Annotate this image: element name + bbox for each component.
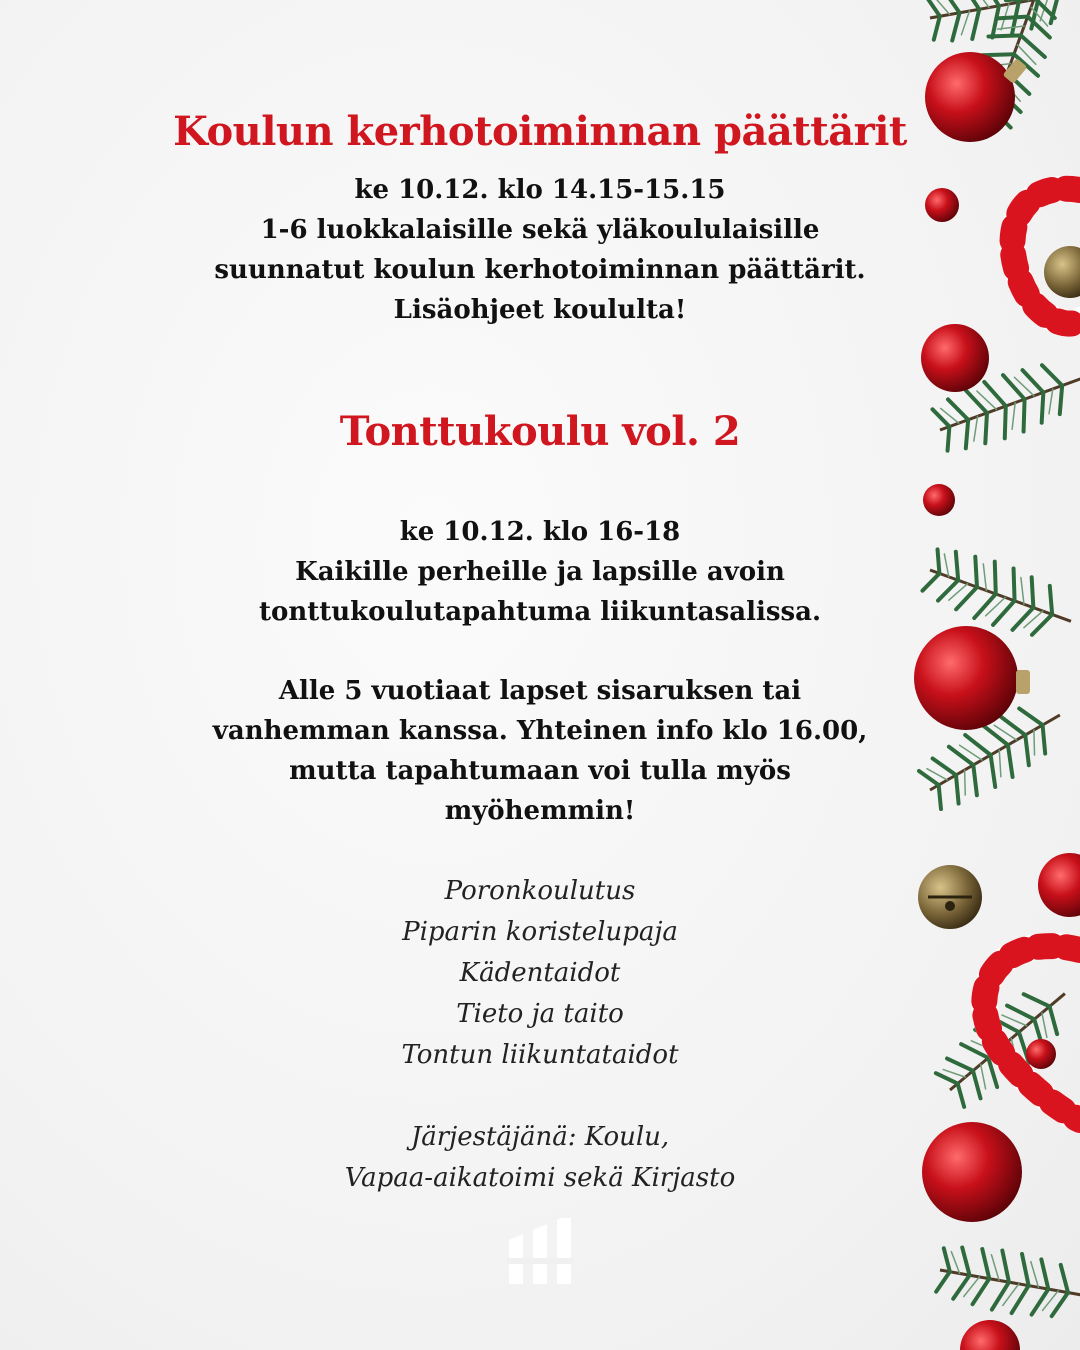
section2-line: Kaikille perheille ja lapsille avoin (295, 557, 785, 587)
activity-item: Tontun liikuntataidot (401, 1040, 679, 1070)
section1-details (160, 170, 920, 330)
activity-item: Tieto ja taito (456, 999, 624, 1029)
christmas-decoration-border (910, 0, 1080, 1350)
info-line: Alle 5 vuotiaat lapset sisaruksen tai (278, 676, 802, 706)
activity-item: Piparin koristelupaja (402, 917, 678, 947)
section2-info (160, 671, 920, 831)
section1-line: Lisäohjeet koululta! (393, 295, 687, 325)
logo-icon (505, 1218, 575, 1288)
activity-list (160, 871, 920, 1076)
organizer-line: Järjestäjänä: Koulu, (410, 1122, 670, 1152)
activity-item: Kädentaidot (459, 958, 621, 988)
section2-line: tonttukoulutapahtuma liikuntasalissa. (258, 597, 822, 627)
organizer (160, 1117, 920, 1199)
section1-line: suunnatut koulun kerhotoiminnan päättärit. (214, 255, 866, 285)
section2-title: Tonttukoulu vol. 2 (339, 408, 741, 455)
info-line: myöhemmin! (444, 796, 636, 826)
organizer-line: Vapaa-aikatoimi sekä Kirjasto (344, 1163, 736, 1193)
section2-line: ke 10.12. klo 16-18 (399, 517, 681, 547)
activity-item: Poronkoulutus (444, 876, 636, 906)
section1-line: 1-6 luokkalaisille sekä yläkoululaisille (260, 215, 820, 245)
section1-line: ke 10.12. klo 14.15-15.15 (354, 175, 726, 205)
info-line: mutta tapahtumaan voi tulla myös (289, 756, 791, 786)
info-line: vanhemman kanssa. Yhteinen info klo 16.00, (212, 716, 868, 746)
section1-title: Koulun kerhotoiminnan päättärit (173, 108, 907, 155)
section2-details (160, 512, 920, 632)
